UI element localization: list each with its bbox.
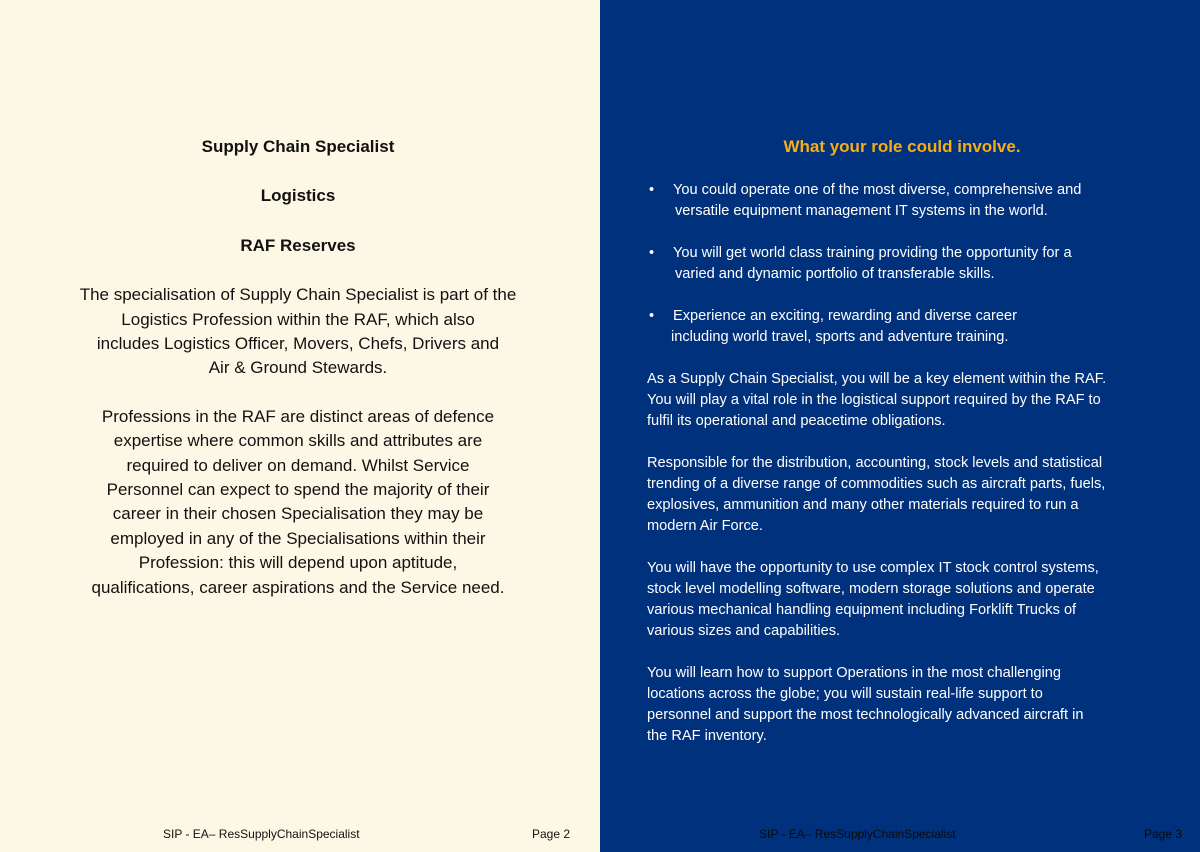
paragraph-line: personnel and support the most technologically advanced aircraft in — [647, 707, 1084, 723]
systems-paragraph — [647, 558, 1157, 642]
paragraph-line: qualifications, career aspirations and the Service need. — [91, 577, 505, 597]
left-page-content — [40, 135, 556, 624]
paragraph-line: employed in any of the Specialisations within their — [110, 528, 486, 548]
paragraph-line: locations across the globe; you will sustain real-life support to — [647, 686, 1043, 702]
paragraph-line: You will play a vital role in the logistical support required by the RAF to — [647, 392, 1101, 408]
paragraph-line: Responsible for the distribution, accounting, stock levels and statistical — [647, 455, 1103, 471]
paragraph-line: expertise where common skills and attributes are — [113, 431, 483, 451]
paragraph-line: includes Logistics Officer, Movers, Chefs, Drivers and — [96, 334, 500, 354]
paragraph-line: required to deliver on demand. Whilst Service — [126, 455, 470, 475]
paragraph-line: Professions in the RAF are distinct areas of defence — [101, 406, 495, 426]
paragraph-line: You will have the opportunity to use complex IT stock control systems, — [647, 560, 1099, 576]
paragraph-line: career in their chosen Specialisation they may be — [112, 504, 484, 524]
professions-paragraph — [40, 405, 556, 600]
paragraph-line: various sizes and capabilities. — [647, 623, 841, 639]
bullet-item — [647, 306, 1157, 348]
paragraph-line: fulfil its operational and peacetime obligations. — [647, 413, 946, 429]
bullet-item — [647, 180, 1157, 222]
bullet-icon: • — [649, 245, 655, 261]
paragraph-line: trending of a diverse range of commodities such as aircraft parts, fuels, — [647, 476, 1106, 492]
right-page-content — [647, 135, 1157, 768]
paragraph-line: modern Air Force. — [647, 518, 763, 534]
bullet-line: Experience an exciting, rewarding and diverse career — [673, 308, 1017, 324]
bullet-line: You will get world class training providing the opportunity for a — [673, 245, 1072, 261]
paragraph-line: stock level modelling software, modern storage solutions and operate — [647, 581, 1095, 597]
footer-page-number: Page 3 — [1144, 827, 1183, 841]
footer-page-number: Page 2 — [532, 827, 571, 841]
bullet-line: versatile equipment management IT systems in the world. — [675, 203, 1048, 219]
bullet-line: including world travel, sports and adventure training. — [671, 329, 1009, 345]
paragraph-line: explosives, ammunition and many other materials required to run a — [647, 497, 1079, 513]
paragraph-line: You will learn how to support Operations in the most challenging — [647, 665, 1062, 681]
bullet-item — [647, 243, 1157, 285]
profession-heading: Logistics — [260, 186, 336, 206]
footer-doc-ref: SIP - EA– ResSupplyChainSpecialist — [759, 827, 956, 841]
reserves-heading: RAF Reserves — [240, 235, 356, 255]
bullet-icon: • — [649, 308, 655, 324]
paragraph-line: various mechanical handling equipment including Forklift Trucks of — [647, 602, 1077, 618]
paragraph-line: the RAF inventory. — [647, 728, 767, 744]
paragraph-line: Personnel can expect to spend the majority of their — [106, 480, 490, 500]
bullet-icon: • — [649, 182, 655, 198]
bullet-line: varied and dynamic portfolio of transferable skills. — [675, 266, 995, 282]
role-involvement-title: What your role could involve. — [783, 137, 1021, 156]
key-element-paragraph — [647, 369, 1157, 432]
footer-doc-ref: SIP - EA– ResSupplyChainSpecialist — [163, 827, 360, 841]
paragraph-line: Profession: this will depend upon aptitude, — [138, 553, 458, 573]
operations-paragraph — [647, 663, 1157, 747]
right-page — [600, 0, 1200, 852]
responsibilities-paragraph — [647, 453, 1157, 537]
specialisation-paragraph — [40, 283, 556, 381]
paragraph-line: Logistics Profession within the RAF, which also — [121, 309, 475, 329]
paragraph-line: The specialisation of Supply Chain Specialist is part of the — [79, 285, 517, 305]
bullet-line: You could operate one of the most diverse, comprehensive and — [673, 182, 1082, 198]
paragraph-line: Air & Ground Stewards. — [208, 358, 388, 378]
role-title: Supply Chain Specialist — [201, 137, 395, 156]
paragraph-line: As a Supply Chain Specialist, you will be a key element within the RAF. — [647, 371, 1107, 387]
